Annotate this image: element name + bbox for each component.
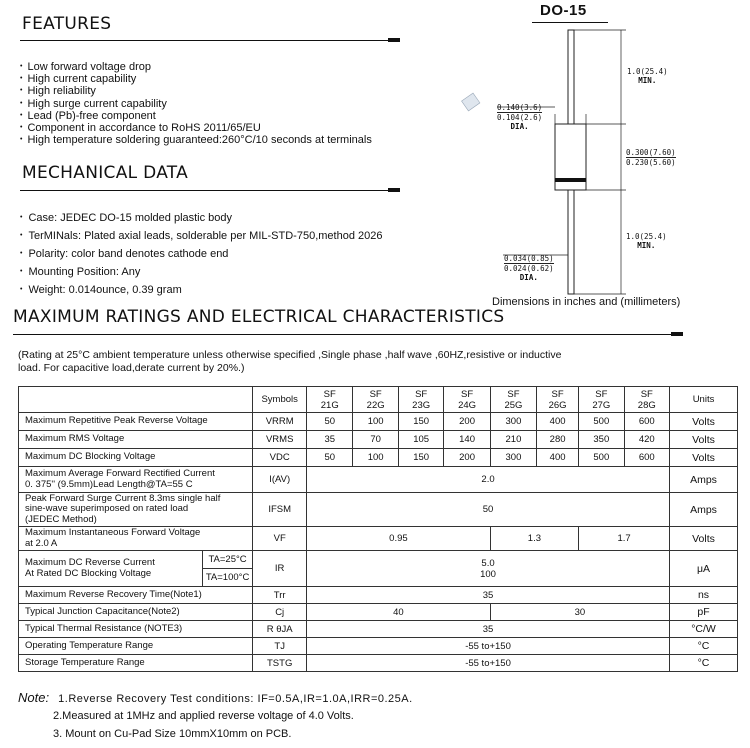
part-suffix: 23G (412, 399, 431, 411)
param-line: 0. 375'' (9.5mm)Lead Length@TA=55 C (25, 478, 193, 490)
value-cell: 200 (444, 413, 490, 431)
param-line: Maximum Average Forward Rectified Current (25, 468, 215, 479)
symbol-cell: TSTG (253, 655, 307, 672)
symbol-cell: VDC (253, 449, 307, 467)
ratings-heading: MAXIMUM RATINGS AND ELECTRICAL CHARACTERISTICS (13, 307, 505, 327)
value-cell: 35 (307, 431, 353, 449)
mechanical-item: • Weight: 0.014ounce, 0.39 gram (20, 281, 382, 299)
ratings-rule (13, 334, 673, 335)
part-header (307, 387, 353, 413)
notes-label: Note: (18, 690, 50, 705)
value-line: 100 (480, 568, 496, 580)
unit-cell: pF (670, 604, 738, 621)
part-header (537, 387, 579, 413)
part-prefix: SF (323, 388, 336, 400)
part-suffix: 21G (320, 399, 339, 411)
symbol-cell: VRMS (253, 431, 307, 449)
value-cell: 420 (624, 431, 669, 449)
notes-block (18, 690, 413, 705)
features-rule-end (388, 38, 400, 42)
value-cell: 100 (353, 449, 398, 467)
mechanical-rule-end (388, 188, 400, 192)
param-header-cell (19, 387, 253, 413)
lead-bottom-length: 1.0(25.4) (626, 232, 667, 241)
param-line: at 2.0 A (25, 537, 58, 549)
table-row (19, 493, 738, 527)
param-line: (JEDEC Method) (25, 513, 97, 525)
table-row (19, 621, 738, 638)
param-cell (19, 551, 203, 587)
value-cell: 140 (444, 431, 490, 449)
value-cell: 200 (444, 449, 490, 467)
part-prefix: SF (461, 388, 474, 400)
lead-bottom-length-label (626, 232, 667, 250)
features-rule (20, 40, 390, 41)
mechanical-list (20, 209, 382, 299)
unit-cell: °C (670, 638, 738, 655)
param-cell (19, 493, 253, 527)
value-cell: 400 (537, 449, 579, 467)
table-row (19, 604, 738, 621)
units-header: Units (670, 387, 738, 413)
part-header (353, 387, 398, 413)
table-row (19, 527, 738, 551)
param-cell: Maximum DC Blocking Voltage (19, 449, 253, 467)
unit-cell: ns (670, 587, 738, 604)
lead-top-length: 1.0(25.4) (627, 67, 668, 76)
body-diameter-dia: DIA. (510, 122, 529, 131)
part-header (624, 387, 669, 413)
value-line: 5.0 (481, 557, 495, 569)
param-cell (19, 527, 253, 551)
value-cell: 600 (624, 413, 669, 431)
value-cell: 300 (490, 413, 536, 431)
value-cell: 210 (490, 431, 536, 449)
param-cell: Maximum RMS Voltage (19, 431, 253, 449)
value-cell: 1.3 (490, 527, 578, 551)
ratings-rule-end (671, 332, 683, 336)
part-suffix: 28G (637, 399, 656, 411)
value-cell: 150 (398, 449, 443, 467)
param-cell: Maximum Reverse Recovery Time(Note1) (19, 587, 253, 604)
lead-bottom-min: MIN. (637, 241, 656, 250)
value-cell: 35 (307, 587, 670, 604)
symbols-header: Symbols (253, 387, 307, 413)
mechanical-item: • Case: JEDEC DO-15 molded plastic body (20, 209, 382, 227)
table-row (19, 587, 738, 604)
condition-cell: TA=25°C (202, 551, 253, 569)
value-cell: 35 (307, 621, 670, 638)
value-cell: 50 (307, 413, 353, 431)
value-cell: 30 (490, 604, 669, 621)
feature-item: • High current capability (20, 73, 372, 85)
unit-cell: Volts (670, 527, 738, 551)
features-list (20, 61, 372, 146)
value-cell: 500 (579, 413, 624, 431)
ratings-conditions-line1: (Rating at 25°C ambient temperature unless otherwise specified ,Single phase ,half wave ,60HZ,resistive or inductive (18, 349, 562, 361)
part-suffix: 22G (366, 399, 385, 411)
table-row (19, 551, 738, 569)
param-cell (19, 467, 253, 493)
feature-item: • Lead (Pb)-free component (20, 110, 372, 122)
symbol-cell: I(AV) (253, 467, 307, 493)
symbol-cell: VRRM (253, 413, 307, 431)
symbol-cell: TJ (253, 638, 307, 655)
condition-cell: TA=100°C (202, 569, 253, 587)
value-cell: 600 (624, 449, 669, 467)
part-header (398, 387, 443, 413)
lead-diameter-min: 0.024(0.62) (504, 264, 554, 273)
lead-diameter-label (504, 254, 554, 282)
lead-top-length-label (627, 67, 668, 85)
value-cell: 70 (353, 431, 398, 449)
package-name: DO-15 (540, 2, 587, 19)
table-row (19, 431, 738, 449)
feature-item: • High reliability (20, 85, 372, 97)
param-line: Peak Forward Surge Current 8.3ms single half (25, 492, 221, 504)
param-cell: Storage Temperature Range (19, 655, 253, 672)
body-diameter-label (497, 103, 542, 131)
symbol-cell: Cj (253, 604, 307, 621)
table-row (19, 467, 738, 493)
param-line: Maximum DC Reverse Current (25, 557, 155, 568)
table-row (19, 413, 738, 431)
part-prefix: SF (551, 388, 564, 400)
note-1: 1.Reverse Recovery Test conditions: IF=0.5A,IR=1.0A,IRR=0.25A. (58, 693, 413, 705)
param-cell: Typical Junction Capacitance(Note2) (19, 604, 253, 621)
value-cell: 40 (307, 604, 491, 621)
value-cell: -55 to+150 (307, 638, 670, 655)
value-cell: 350 (579, 431, 624, 449)
lead-diameter-max: 0.034(0.85) (504, 254, 554, 263)
table-row (19, 638, 738, 655)
note-2: 2.Measured at 1MHz and applied reverse voltage of 4.0 Volts. (53, 710, 354, 722)
part-prefix: SF (369, 388, 382, 400)
unit-cell: Amps (670, 467, 738, 493)
part-suffix: 24G (458, 399, 477, 411)
body-length-label (626, 148, 676, 167)
lead-top-min: MIN. (638, 76, 657, 85)
unit-cell: μA (670, 551, 738, 587)
mechanical-item: • Mounting Position: Any (20, 263, 382, 281)
part-prefix: SF (595, 388, 608, 400)
value-cell: 105 (398, 431, 443, 449)
table-header-row (19, 387, 738, 413)
characteristics-table (18, 386, 738, 672)
part-prefix: SF (507, 388, 520, 400)
symbol-cell: Trr (253, 587, 307, 604)
mechanical-heading: MECHANICAL DATA (22, 163, 189, 183)
body-diameter-max: 0.140(3.6) (497, 103, 543, 112)
mechanical-item: • TerMINals: Plated axial leads, solderable per MIL-STD-750,method 2026 (20, 227, 382, 245)
ratings-conditions (18, 349, 561, 375)
features-heading: FEATURES (22, 14, 112, 34)
table-row (19, 449, 738, 467)
note-3: 3. Mount on Cu-Pad Size 10mmX10mm on PCB. (53, 728, 292, 740)
body-length-max: 0.300(7.60) (626, 148, 676, 157)
symbol-cell: IFSM (253, 493, 307, 527)
value-cell: 280 (537, 431, 579, 449)
param-line: At Rated DC Blocking Voltage (25, 567, 152, 579)
value-cell: 300 (490, 449, 536, 467)
unit-cell: °C (670, 655, 738, 672)
param-line: Maximum Instantaneous Forward Voltage (25, 527, 201, 538)
package-name-rule (532, 22, 608, 23)
symbol-cell: VF (253, 527, 307, 551)
unit-cell: Amps (670, 493, 738, 527)
value-cell: 400 (537, 413, 579, 431)
value-cell: 150 (398, 413, 443, 431)
part-header (579, 387, 624, 413)
part-header (444, 387, 490, 413)
mechanical-rule (20, 190, 390, 191)
feature-item: • High surge current capability (20, 98, 372, 110)
part-prefix: SF (415, 388, 428, 400)
value-cell: 500 (579, 449, 624, 467)
param-cell: Typical Thermal Resistance (NOTE3) (19, 621, 253, 638)
ratings-conditions-line2: load. For capacitive load,derate current by 20%.) (18, 362, 245, 374)
part-suffix: 27G (592, 399, 611, 411)
param-cell: Maximum Repetitive Peak Reverse Voltage (19, 413, 253, 431)
lead-diameter-dia: DIA. (519, 273, 538, 282)
value-cell: 100 (353, 413, 398, 431)
body-length-min: 0.230(5.60) (626, 158, 676, 167)
value-cell: 2.0 (307, 467, 670, 493)
value-cell (307, 551, 670, 587)
table-row (19, 655, 738, 672)
feature-item: • Component in accordance to RoHS 2011/65/EU (20, 122, 372, 134)
value-cell: 0.95 (307, 527, 491, 551)
value-cell: -55 to+150 (307, 655, 670, 672)
value-cell: 50 (307, 493, 670, 527)
unit-cell: Volts (670, 449, 738, 467)
param-cell: Operating Temperature Range (19, 638, 253, 655)
package-outline-drawing (450, 24, 720, 300)
part-prefix: SF (640, 388, 653, 400)
feature-item: • High temperature soldering guaranteed:260°C/10 seconds at terminals (20, 134, 372, 146)
symbol-cell: R θJA (253, 621, 307, 638)
symbol-cell: IR (253, 551, 307, 587)
part-suffix: 25G (504, 399, 523, 411)
mechanical-item: • Polarity: color band denotes cathode end (20, 245, 382, 263)
unit-cell: °C/W (670, 621, 738, 638)
unit-cell: Volts (670, 431, 738, 449)
unit-cell: Volts (670, 413, 738, 431)
part-header (490, 387, 536, 413)
value-cell: 1.7 (579, 527, 670, 551)
body-diameter-min: 0.104(2.6) (497, 113, 543, 122)
feature-item: • Low forward voltage drop (20, 61, 372, 73)
param-line: sine-wave superimposed on rated load (25, 503, 189, 515)
part-suffix: 26G (548, 399, 567, 411)
value-cell: 50 (307, 449, 353, 467)
dimensions-caption: Dimensions in inches and (millimeters) (492, 296, 681, 308)
